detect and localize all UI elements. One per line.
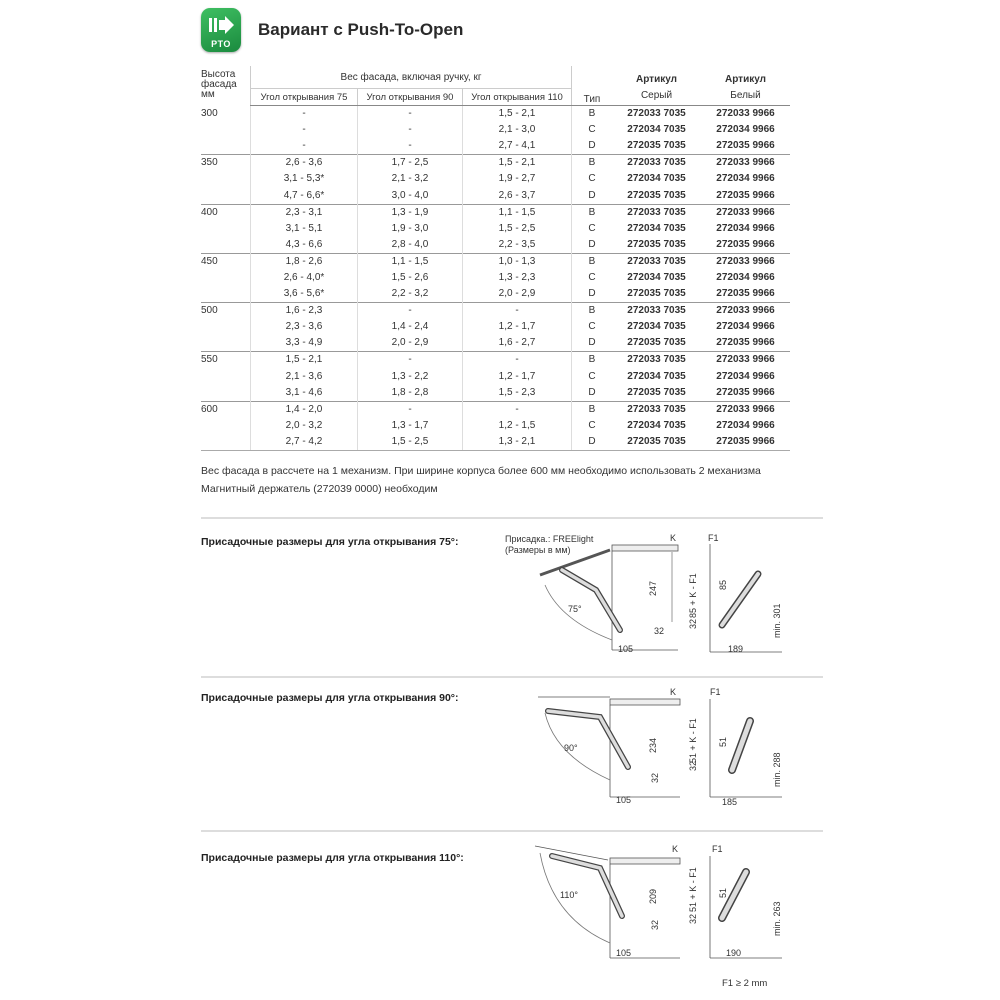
header-height-label: Высота фасада <box>201 69 237 90</box>
cell-type: D <box>572 434 613 451</box>
cell-angle-75: 2,3 - 3,6 <box>251 319 358 335</box>
cell-angle-75: 2,0 - 3,2 <box>251 418 358 434</box>
cell-angle-75: 4,7 - 6,6* <box>251 187 358 204</box>
cell-type: D <box>588 238 596 250</box>
footnote-f1: F1 ≥ 2 mm <box>722 978 768 989</box>
cell-art-white: 272034 9966 <box>716 271 775 283</box>
header-height-unit: мм <box>201 89 215 100</box>
cell-type: C <box>588 124 596 136</box>
cell-angle-110: 1,1 - 1,5 <box>463 204 572 221</box>
header-type: Тип <box>572 66 613 106</box>
cell-art-white: 272034 9966 <box>716 419 775 431</box>
cell-angle-90: 2,0 - 2,9 <box>358 335 463 352</box>
logo-text: PTO <box>211 39 231 49</box>
cell-angle-110: 2,2 - 3,5 <box>463 237 572 254</box>
cell-art-white: 272035 9966 <box>716 189 775 201</box>
diagram-90 <box>500 685 800 810</box>
cell-art-white: 272035 9966 <box>716 288 775 300</box>
cell-angle-90: - <box>358 106 463 123</box>
cell-angle-90: 1,3 - 2,2 <box>358 369 463 385</box>
cell-art-grey: 272035 7035 <box>612 434 701 451</box>
section-110-title: Присадочные размеры для угла открывания 110°: <box>201 852 464 864</box>
header-weight-group <box>251 66 572 89</box>
cell-art-grey: 272034 7035 <box>627 321 686 333</box>
cell-angle-110: 1,2 - 1,7 <box>463 369 572 385</box>
cell-art-grey: 272034 7035 <box>627 419 686 431</box>
dim-side-110: 51 <box>718 887 728 898</box>
dim-32-side-110: 32 <box>688 913 698 924</box>
page-title: Вариант с Push-To-Open <box>258 20 464 39</box>
cell-height <box>201 138 251 155</box>
table-row <box>201 434 790 451</box>
cell-height: 450 <box>201 253 251 270</box>
divider-3 <box>201 830 823 832</box>
cell-angle-90: - <box>358 303 463 320</box>
cell-art-grey: 272033 7035 <box>627 108 686 120</box>
cell-height <box>201 221 251 237</box>
table-row <box>201 270 790 286</box>
dim-depth-110: 190 <box>726 948 742 958</box>
table-row <box>201 335 790 352</box>
cell-art-grey: 272033 7035 <box>612 352 701 369</box>
cell-angle-75: 2,1 - 3,6 <box>251 369 358 385</box>
cell-type: B <box>572 303 613 320</box>
cell-angle-110: 1,5 - 2,1 <box>463 155 572 172</box>
header-art-grey-title: Артикул <box>635 74 678 85</box>
cell-angle-90: 2,8 - 4,0 <box>358 237 463 254</box>
cell-art-white: 272034 9966 <box>716 222 775 234</box>
cell-angle-110: 2,7 - 4,1 <box>463 138 572 155</box>
cell-art-white: 272033 9966 <box>701 352 790 369</box>
push-to-open-arrow-icon <box>201 10 241 40</box>
header-weight-label: Вес фасада, включая ручку, <box>340 71 471 83</box>
cell-type: C <box>588 271 596 283</box>
header-angle-75: Угол открывания 75 <box>251 89 358 106</box>
cell-art-white: 272035 9966 <box>716 386 775 398</box>
dim-min-110: min. 263 <box>772 901 782 936</box>
label-k-75: K <box>670 533 677 543</box>
dim-32-side-90: 32 <box>688 760 698 771</box>
cell-art-grey: 272033 7035 <box>612 155 701 172</box>
cell-height: 350 <box>201 155 251 172</box>
angle-90: 90° <box>564 743 578 753</box>
header-angle-110: Угол открывания 110 <box>463 89 572 106</box>
cell-art-grey: 272033 7035 <box>612 303 701 320</box>
cell-angle-90: 1,3 - 1,7 <box>358 418 463 434</box>
cell-height: 300 <box>201 107 218 119</box>
cell-angle-90: - <box>358 122 463 138</box>
cell-type: D <box>588 140 596 152</box>
cell-angle-110: 1,0 - 1,3 <box>463 253 572 270</box>
diagram-75 <box>500 530 800 665</box>
cell-angle-75: 2,7 - 4,2 <box>251 434 358 451</box>
cell-art-grey: 272033 7035 <box>612 401 701 418</box>
cell-angle-75: 3,1 - 5,1 <box>251 221 358 237</box>
header-art-white <box>701 66 790 106</box>
cell-angle-75: 1,4 - 2,0 <box>251 401 358 418</box>
cell-angle-110: 2,0 - 2,9 <box>463 286 572 303</box>
cell-art-grey: 272035 7035 <box>627 337 686 349</box>
dim-32-110: 32 <box>650 919 660 930</box>
cell-art-grey: 272035 7035 <box>627 288 686 300</box>
dim-32-75: 32 <box>654 626 665 636</box>
cell-angle-75: 3,6 - 5,6* <box>251 286 358 303</box>
cell-angle-90: 1,8 - 2,8 <box>358 385 463 402</box>
section-75-title: Присадочные размеры для угла открывания 75°: <box>201 536 459 548</box>
cell-art-grey: 272034 7035 <box>627 271 686 283</box>
cell-angle-90: 3,0 - 4,0 <box>358 187 463 204</box>
note-line-1: Вес фасада в рассчете на 1 механизм. При ширине корпуса более 600 мм необходимо использовать 2 механизма <box>201 465 761 477</box>
cell-angle-75: 2,3 - 3,1 <box>251 204 358 221</box>
cell-angle-75: 3,3 - 4,9 <box>251 335 358 352</box>
cell-angle-90: 2,2 - 3,2 <box>358 286 463 303</box>
cell-angle-110: 1,2 - 1,5 <box>463 418 572 434</box>
table-row <box>201 303 790 320</box>
table-row <box>201 352 790 369</box>
cell-type: B <box>572 253 613 270</box>
cell-art-white: 272035 9966 <box>716 238 775 250</box>
cell-type: D <box>588 189 596 201</box>
cell-art-white: 272034 9966 <box>716 370 775 382</box>
cell-angle-90: 1,4 - 2,4 <box>358 319 463 335</box>
cell-art-grey: 272034 7035 <box>627 370 686 382</box>
cell-art-white: 272035 9966 <box>716 140 775 152</box>
cell-angle-110: 2,6 - 3,7 <box>463 187 572 204</box>
cell-angle-110: 1,6 - 2,7 <box>463 335 572 352</box>
cell-angle-90: 1,5 - 2,5 <box>358 434 463 451</box>
cell-art-white: 272034 9966 <box>716 173 775 185</box>
cell-height: 400 <box>201 204 251 221</box>
header-art-grey-sub: Серый <box>640 90 673 101</box>
table-row <box>201 418 790 434</box>
cell-angle-75: - <box>251 122 358 138</box>
table-row <box>201 122 790 138</box>
cell-angle-90: 1,1 - 1,5 <box>358 253 463 270</box>
dim-side-90: 51 <box>718 736 728 747</box>
dim-side-75: 85 <box>718 579 728 590</box>
cell-angle-75: 2,6 - 4,0* <box>251 270 358 286</box>
table-row <box>201 253 790 270</box>
cell-type: D <box>588 288 596 300</box>
template-note-2: (Размеры в мм) <box>505 545 571 555</box>
table-row <box>201 385 790 402</box>
cell-height <box>201 418 251 434</box>
dim-32-side-75: 32 <box>688 618 698 629</box>
table-row <box>201 187 790 204</box>
dim-32-90: 32 <box>650 772 660 783</box>
table-row <box>201 204 790 221</box>
label-k-110: K <box>672 844 679 854</box>
cell-angle-90: - <box>358 401 463 418</box>
dim-min-75: min. 301 <box>772 603 782 638</box>
dim-depth-90: 185 <box>722 797 738 807</box>
dim-105-110: 105 <box>616 948 632 958</box>
note-line-2: Магнитный держатель (272039 0000) необходим <box>201 483 438 495</box>
cell-art-grey: 272033 7035 <box>612 253 701 270</box>
cell-height <box>201 385 251 402</box>
cell-art-grey: 272035 7035 <box>627 238 686 250</box>
cell-angle-75: 2,6 - 3,6 <box>251 155 358 172</box>
label-f1-110: F1 <box>712 844 723 854</box>
cell-height <box>201 237 251 254</box>
cell-angle-75: 1,6 - 2,3 <box>251 303 358 320</box>
dim-105-75: 105 <box>618 644 634 654</box>
cell-type: D <box>588 386 596 398</box>
cell-angle-110: 1,3 - 2,3 <box>463 270 572 286</box>
header-art-grey <box>612 66 701 106</box>
table-row <box>201 155 790 172</box>
cell-angle-110: 1,5 - 2,3 <box>463 385 572 402</box>
table-row <box>201 221 790 237</box>
cell-type: B <box>572 204 613 221</box>
cell-height <box>201 286 251 303</box>
section-90-title: Присадочные размеры для угла открывания 90°: <box>201 692 459 704</box>
cell-art-white: 272035 9966 <box>716 337 775 349</box>
cell-type: B <box>572 401 613 418</box>
cell-height <box>201 171 251 187</box>
cell-angle-90: - <box>358 138 463 155</box>
cell-angle-110: 1,5 - 2,1 <box>463 106 572 123</box>
cell-type: C <box>588 173 596 185</box>
header-weight-unit: кг <box>473 71 482 83</box>
label-k-90: K <box>670 687 677 697</box>
dim-min-90: min. 288 <box>772 752 782 787</box>
dim-formula-90: 51 + K - F1 <box>688 718 698 763</box>
cell-angle-110: 1,5 - 2,5 <box>463 221 572 237</box>
cell-angle-90: 1,9 - 3,0 <box>358 221 463 237</box>
cell-type: B <box>572 352 613 369</box>
cell-angle-110: - <box>463 303 572 320</box>
cell-angle-75: 1,8 - 2,6 <box>251 253 358 270</box>
cell-type: C <box>588 419 596 431</box>
divider-1 <box>201 517 823 519</box>
cell-angle-75: - <box>251 106 358 123</box>
dim-formula-75: 85 + K - F1 <box>688 573 698 618</box>
table-row <box>201 237 790 254</box>
cell-angle-110: - <box>463 401 572 418</box>
cell-height <box>201 335 251 352</box>
cell-height <box>201 369 251 385</box>
cell-height: 600 <box>201 401 251 418</box>
cell-art-white: 272033 9966 <box>701 204 790 221</box>
diagram-110 <box>500 838 800 968</box>
table-row <box>201 286 790 303</box>
cell-type: C <box>588 321 596 333</box>
divider-2 <box>201 676 823 678</box>
cell-angle-75: 4,3 - 6,6 <box>251 237 358 254</box>
cell-art-white: 272033 9966 <box>701 401 790 418</box>
table-row <box>201 369 790 385</box>
cell-angle-110: - <box>463 352 572 369</box>
cell-height <box>201 270 251 286</box>
cell-angle-110: 1,9 - 2,7 <box>463 171 572 187</box>
cell-art-white: 272033 9966 <box>701 303 790 320</box>
cell-height <box>201 187 251 204</box>
cell-angle-75: 1,5 - 2,1 <box>251 352 358 369</box>
dim-105-90: 105 <box>616 795 632 805</box>
cell-angle-90: 1,7 - 2,5 <box>358 155 463 172</box>
cell-art-grey: 272033 7035 <box>612 204 701 221</box>
angle-75: 75° <box>568 604 582 614</box>
cell-angle-75: - <box>251 138 358 155</box>
cell-art-grey: 272034 7035 <box>627 173 686 185</box>
cell-art-grey: 272035 7035 <box>627 189 686 201</box>
label-f1-75: F1 <box>708 533 719 543</box>
cell-angle-75: 3,1 - 5,3* <box>251 171 358 187</box>
dim-depth-75: 189 <box>728 644 744 654</box>
cell-height: 500 <box>201 303 251 320</box>
table-row <box>201 138 790 155</box>
dim-height-90: 234 <box>648 737 658 753</box>
cell-type: C <box>588 370 596 382</box>
weight-table <box>201 66 790 451</box>
cell-art-white: 272034 9966 <box>716 124 775 136</box>
cell-height: 550 <box>201 352 251 369</box>
cell-angle-90: 2,1 - 3,2 <box>358 171 463 187</box>
cell-type: D <box>588 337 596 349</box>
cell-type: B <box>588 108 596 120</box>
cell-art-white: 272035 9966 <box>701 434 790 451</box>
cell-angle-90: 1,5 - 2,6 <box>358 270 463 286</box>
cell-angle-75: 3,1 - 4,6 <box>251 385 358 402</box>
table-row <box>201 171 790 187</box>
table-row <box>201 106 790 123</box>
cell-art-white: 272033 9966 <box>716 108 775 120</box>
pto-logo <box>201 8 241 52</box>
dim-formula-110: 51 + K - F1 <box>688 867 698 912</box>
table-row <box>201 319 790 335</box>
dim-height-110: 209 <box>648 888 658 904</box>
cell-art-white: 272033 9966 <box>701 155 790 172</box>
cell-art-grey: 272034 7035 <box>627 222 686 234</box>
header-art-white-sub: Белый <box>730 90 761 101</box>
label-f1-90: F1 <box>710 687 721 697</box>
cell-height <box>201 434 251 451</box>
header-art-white-title: Артикул <box>724 74 767 85</box>
cell-angle-90: 1,3 - 1,9 <box>358 204 463 221</box>
cell-type: B <box>572 155 613 172</box>
template-note-1: Присадка.: FREElight <box>505 534 594 544</box>
cell-art-grey: 272035 7035 <box>627 386 686 398</box>
header-height <box>201 66 251 106</box>
cell-type: C <box>588 222 596 234</box>
cell-art-grey: 272035 7035 <box>627 140 686 152</box>
cell-height <box>201 122 251 138</box>
cell-art-white: 272033 9966 <box>701 253 790 270</box>
cell-art-white: 272034 9966 <box>716 321 775 333</box>
cell-angle-90: - <box>358 352 463 369</box>
angle-110: 110° <box>560 890 578 900</box>
cell-height <box>201 319 251 335</box>
cell-angle-110: 1,3 - 2,1 <box>463 434 572 451</box>
table-row <box>201 401 790 418</box>
header-angle-90: Угол открывания 90 <box>358 89 463 106</box>
cell-angle-110: 2,1 - 3,0 <box>463 122 572 138</box>
cell-angle-110: 1,2 - 1,7 <box>463 319 572 335</box>
dim-height-75: 247 <box>648 580 658 596</box>
cell-art-grey: 272034 7035 <box>627 124 686 136</box>
